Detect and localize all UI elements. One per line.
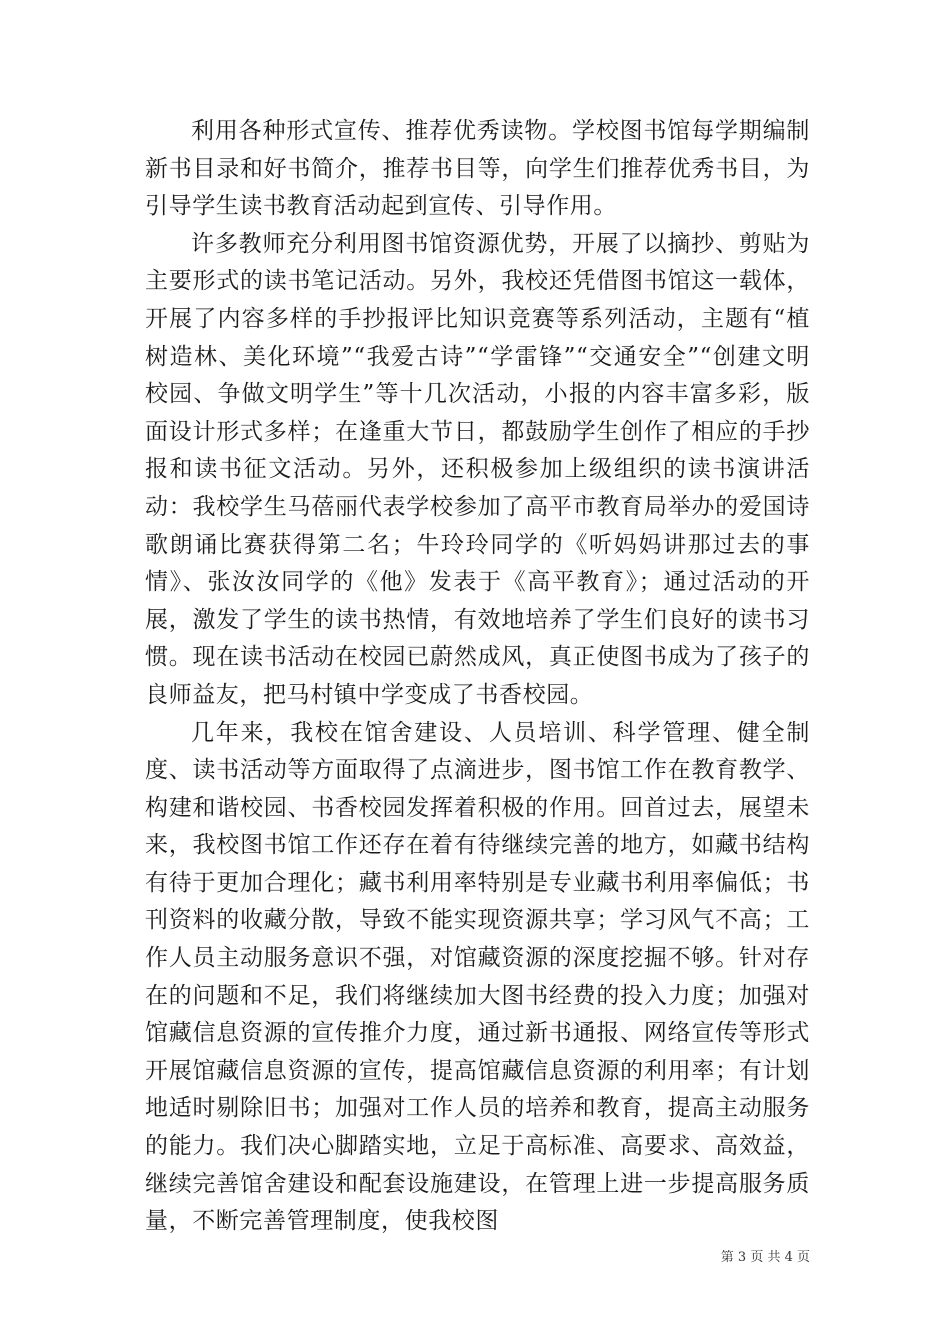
- page-number-footer: 第 3 页 共 4 页: [720, 1250, 810, 1265]
- paragraph-summary-outlook: 几年来，我校在馆舍建设、人员培训、科学管理、健全制度、读书活动等方面取得了点滴进步，图书馆工作在教育教学、构建和谐校园、书香校园发挥着积极的作用。回首过去，展望未来，我校图书馆工作还存在着有待继续完善的地方，如藏书结构有待于更加合理化；藏书利用率特别是专业藏书利用率偏低；书刊资料的收藏分散，导致不能实现资源共享；学习风气不高；工作人员主动服务意识不强，对馆藏资源的深度挖掘不够。针对存在的问题和不足，我们将继续加大图书经费的投入力度；加强对馆藏信息资源的宣传推介力度，通过新书通报、网络宣传等形式开展馆藏信息资源的宣传，提高馆藏信息资源的利用率；有计划地适时剔除旧书；加强对工作人员的培养和教育，提高主动服务的能力。我们决心脚踏实地，立足于高标准、高要求、高效益，继续完善馆舍建设和配套设施建设，在管理上进一步提高服务质量，不断完善管理制度，使我校图: [145, 719, 810, 1235]
- paragraph-reading-activities: 许多教师充分利用图书馆资源优势，开展了以摘抄、剪贴为主要形式的读书笔记活动。另外，我校还凭借图书馆这一载体，开展了内容多样的手抄报评比知识竞赛等系列活动，主题有“植树造林、美化环境”“我爱古诗”“学雷锋”“交通安全”“创建文明校园、争做文明学生”等十几次活动，小报的内容丰富多彩，版面设计形式多样；在逢重大节日，都鼓励学生创作了相应的手抄报和读书征文活动。另外，还积极参加上级组织的读书演讲活动：我校学生马蓓丽代表学校参加了高平市教育局举办的爱国诗歌朗诵比赛获得第二名；牛玲玲同学的《听妈妈讲那过去的事情》、张汝汝同学的《他》发表于《高平教育》；通过活动的开展，激发了学生的读书热情，有效地培养了学生们良好的读书习惯。现在读书活动在校园已蔚然成风，真正使图书成为了孩子的良师益友，把马村镇中学变成了书香校园。: [145, 230, 810, 708]
- document-body: [145, 113, 810, 1241]
- paragraph-reading-promotion: 利用各种形式宣传、推荐优秀读物。学校图书馆每学期编制新书目录和好书简介，推荐书目等，向学生们推荐优秀书目，为引导学生读书教育活动起到宣传、引导作用。: [145, 118, 810, 220]
